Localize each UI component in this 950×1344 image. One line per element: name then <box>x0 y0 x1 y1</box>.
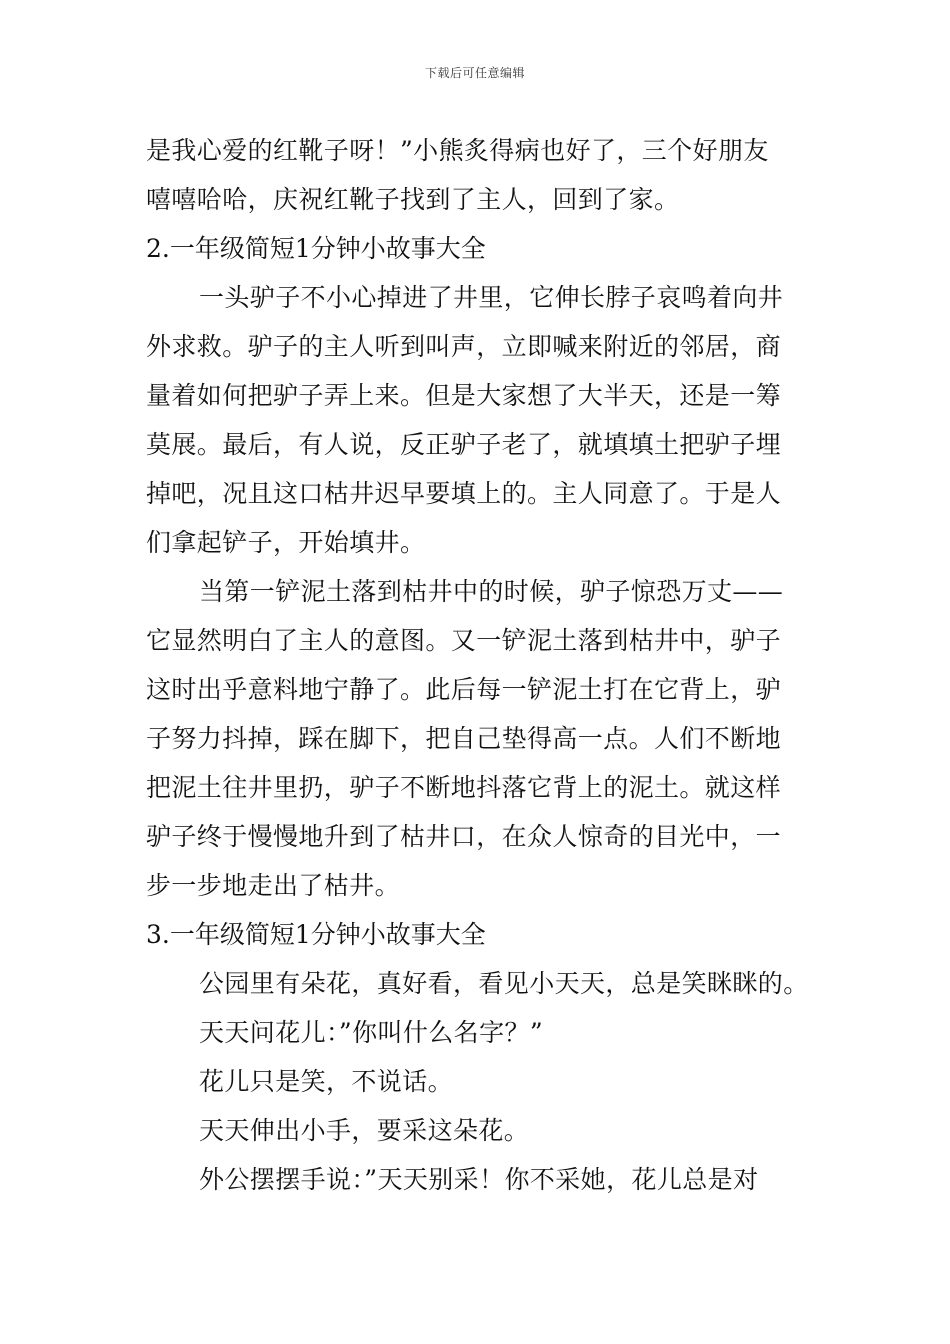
text-line: 莫展。最后，有人说，反正驴子老了，就填填土把驴子埋 <box>146 430 782 459</box>
text-line: 是我心爱的红靴子呀！”小熊炙得病也好了，三个好朋友 <box>146 136 769 165</box>
text-line: 量着如何把驴子弄上来。但是大家想了大半天，还是一筹 <box>146 381 782 410</box>
text-line: 嘻嘻哈哈，庆祝红靴子找到了主人，回到了家。 <box>146 185 680 214</box>
page-header: 下载后可任意编辑 <box>424 66 525 80</box>
text-line: 花儿只是笑，不说话。 <box>199 1067 454 1096</box>
document-body <box>146 126 808 1204</box>
text-line: 驴子终于慢慢地升到了枯井口，在众人惊奇的目光中，一 <box>146 822 782 851</box>
text-line: 天天问花儿：”你叫什么名字？” <box>199 1018 544 1047</box>
text-line: 当第一铲泥土落到枯井中的时候，驴子惊恐万丈—— <box>199 577 784 606</box>
text-line: 外公摆摆手说：”天天别采！你不采她，花儿总是对 <box>199 1165 759 1194</box>
section-heading: 2.一年级简短1分钟小故事大全 <box>146 234 486 263</box>
text-line: 掉吧，况且这口枯井迟早要填上的。主人同意了。于是人 <box>146 479 782 508</box>
text-line: 把泥土往井里扔，驴子不断地抖落它背上的泥土。就这样 <box>146 773 782 802</box>
section-heading: 3.一年级简短1分钟小故事大全 <box>146 920 486 949</box>
text-line: 天天伸出小手，要采这朵花。 <box>199 1116 530 1145</box>
text-line: 们拿起铲子，开始填井。 <box>146 528 426 557</box>
text-line: 这时出乎意料地宁静了。此后每一铲泥土打在它背上，驴 <box>146 675 782 704</box>
text-line: 外求救。驴子的主人听到叫声，立即喊来附近的邻居，商 <box>146 332 782 361</box>
text-line: 步一步地走出了枯井。 <box>146 871 401 900</box>
text-line: 一头驴子不小心掉进了井里，它伸长脖子哀鸣着向井 <box>199 283 784 312</box>
text-line: 公园里有朵花，真好看，看见小天天，总是笑眯眯的。 <box>199 969 809 998</box>
text-line: 它显然明白了主人的意图。又一铲泥土落到枯井中，驴子 <box>146 626 782 655</box>
text-line: 子努力抖掉，踩在脚下，把自己垫得高一点。人们不断地 <box>146 724 782 753</box>
